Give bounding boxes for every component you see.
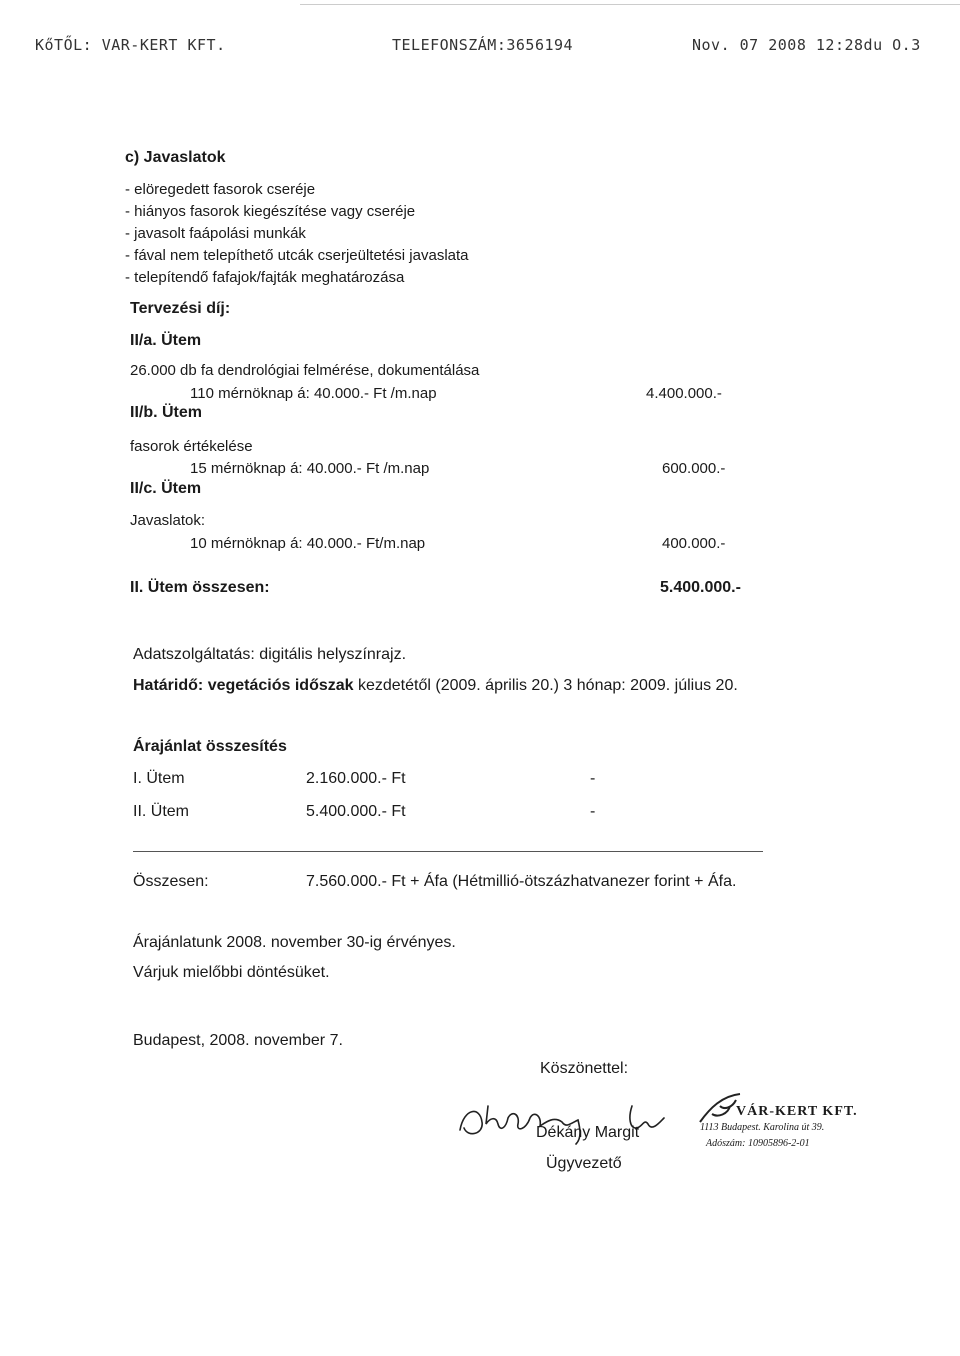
phase-a-amount: 4.400.000.- [646, 385, 722, 402]
proposal-item: - javasolt faápolási munkák [125, 225, 306, 242]
phase-a-description: 26.000 db fa dendrológiai felmérése, dokumentálása [130, 362, 480, 379]
deadline-label: Határidő: [133, 677, 204, 694]
summary-divider [133, 851, 763, 852]
closing: Köszönettel: [540, 1060, 629, 1077]
deadline-dates: kezdetétől (2009. április 20.) 3 hónap: 2009. július 20. [357, 677, 738, 694]
data-service: Adatszolgáltatás: digitális helyszínrajz. [133, 646, 407, 663]
place-date: Budapest, 2008. november 7. [133, 1032, 343, 1049]
summary-row-label: I. Ütem [133, 770, 185, 787]
phase-b-description: fasorok értékelése [130, 438, 253, 455]
deadline [133, 677, 738, 695]
phase-a-rate: 110 mérnöknap á: 40.000.- Ft /m.nap [190, 385, 437, 402]
proposals-heading: c) Javaslatok [125, 149, 226, 166]
phase-total-label: II. Ütem összesen: [130, 579, 270, 596]
phase-b-rate: 15 mérnöknap á: 40.000.- Ft /m.nap [190, 460, 430, 477]
summary-total-value: 7.560.000.- Ft + Áfa (Hétmillió-ötszázhatvanezer forint + Áfa. [306, 873, 737, 890]
offer-validity: Árajánlatunk 2008. november 30-ig érvényes. [133, 934, 456, 951]
deadline-period: vegetációs időszak [207, 677, 354, 694]
summary-total-label: Összesen: [133, 873, 209, 890]
proposal-item: - fával nem telepíthető utcák cserjeültetési javaslata [125, 247, 469, 264]
awaiting-decision: Várjuk mielőbbi döntésüket. [133, 964, 330, 981]
phase-b-label: II/b. Ütem [130, 404, 203, 421]
phase-b-amount: 600.000.- [662, 460, 726, 477]
phase-total-amount: 5.400.000.- [660, 579, 741, 596]
proposal-item: - telepítendő fafajok/fajták meghatározása [125, 269, 405, 286]
summary-row-mark: - [590, 803, 596, 820]
stamp-company-name: VÁR-KERT KFT. [736, 1104, 858, 1119]
summary-row-mark: - [590, 770, 596, 787]
fax-phone: TELEFONSZÁM:3656194 [392, 36, 574, 54]
phase-a-label: II/a. Ütem [130, 332, 202, 349]
proposal-item: - elöregedett fasorok cseréje [125, 181, 316, 198]
signatory-title: Ügyvezető [546, 1155, 622, 1172]
phase-c-label: II/c. Ütem [130, 480, 202, 497]
summary-row-value: 5.400.000.- Ft [306, 803, 406, 820]
phase-c-rate: 10 mérnöknap á: 40.000.- Ft/m.nap [190, 535, 426, 552]
fax-date: Nov. 07 2008 12:28du O.3 [692, 36, 921, 54]
fax-top-line [300, 4, 960, 5]
proposal-item: - hiányos fasorok kiegészítése vagy cseréje [125, 203, 416, 220]
summary-row-label: II. Ütem [133, 803, 190, 820]
design-fee-title: Tervezési díj: [130, 300, 231, 317]
stamp-address: 1113 Budapest. Karolina út 39. [700, 1122, 825, 1133]
phase-c-amount: 400.000.- [662, 535, 726, 552]
summary-row-value: 2.160.000.- Ft [306, 770, 406, 787]
fax-sender: KőTŐL: VAR-KERT KFT. [35, 36, 226, 54]
stamp-tax-number: Adószám: 10905896-2-01 [706, 1138, 810, 1149]
summary-title: Árajánlat összesítés [133, 738, 287, 755]
signatory-name: Dékány Margit [536, 1124, 640, 1141]
phase-c-description: Javaslatok: [130, 512, 206, 529]
